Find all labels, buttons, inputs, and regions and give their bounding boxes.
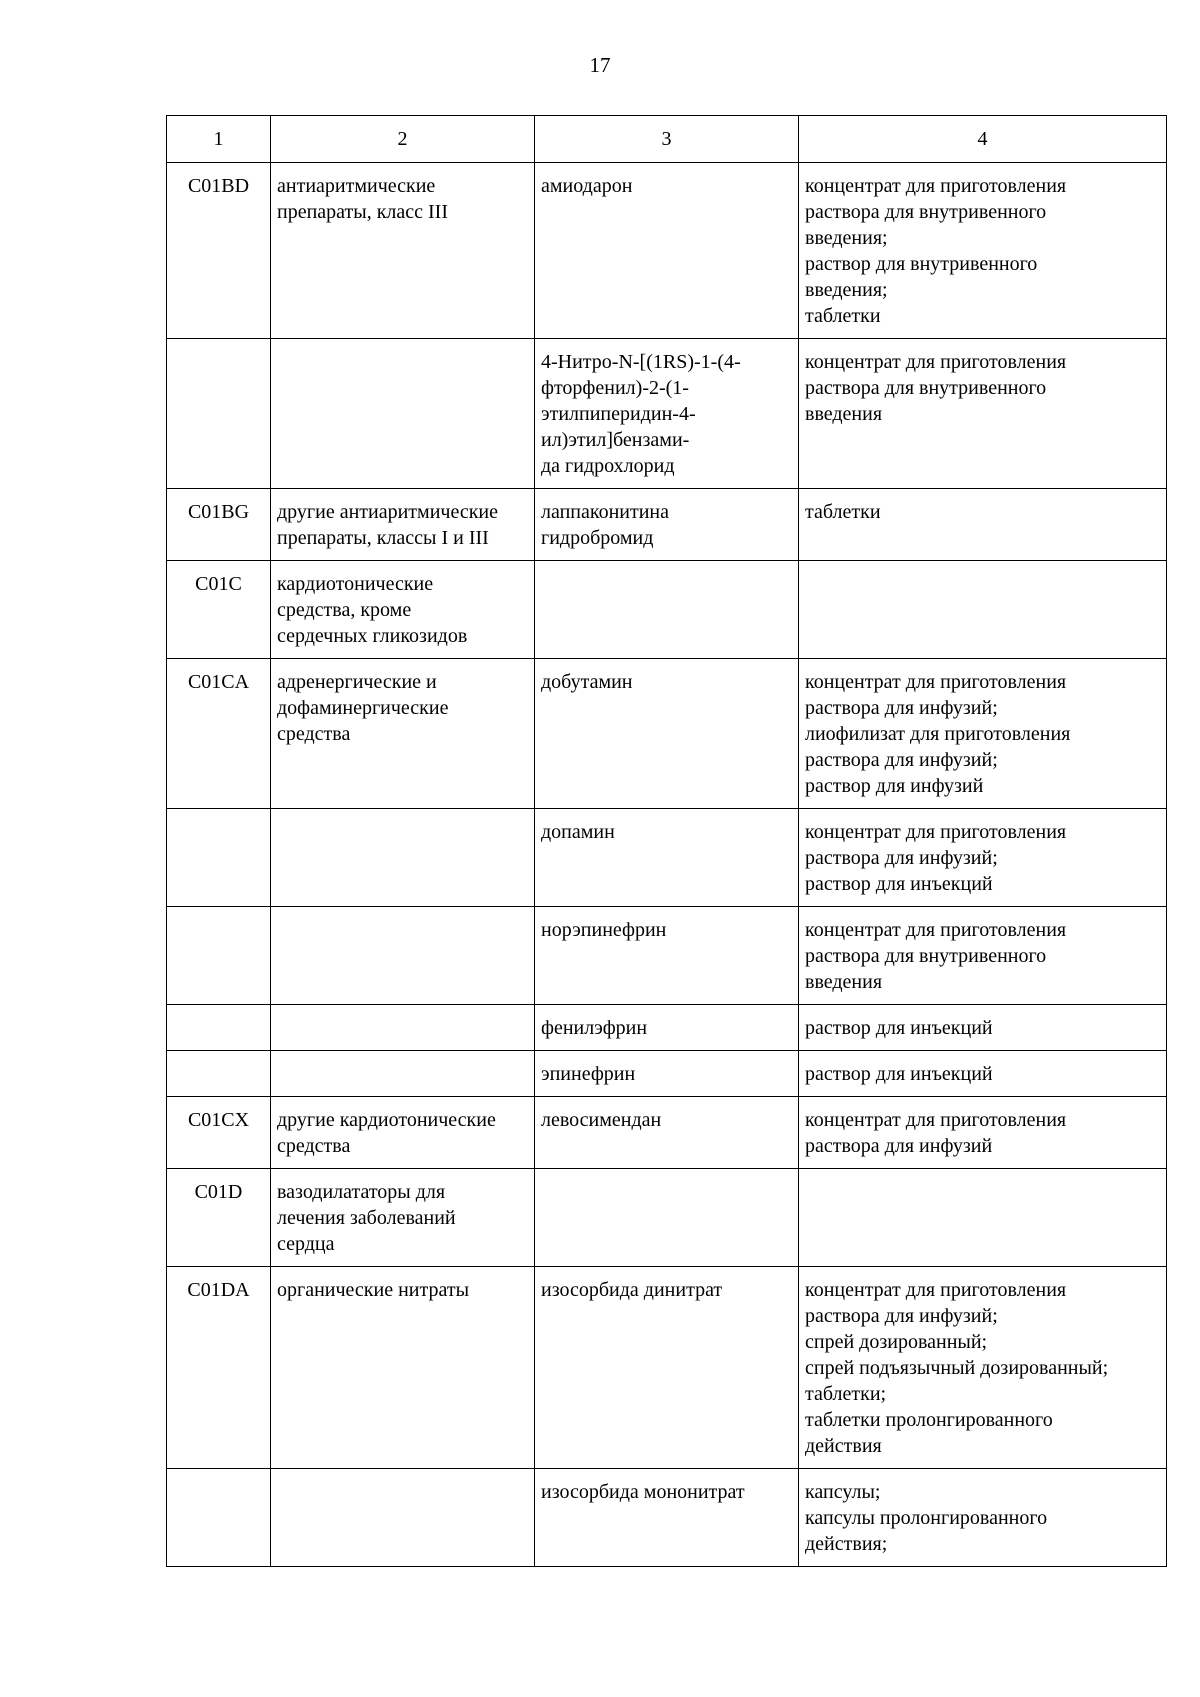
cell-text-line: введения [805, 403, 883, 425]
cell-text-line: раствора для внутривенного [805, 945, 1047, 967]
atc-code-cell [167, 1051, 271, 1097]
cell-text-line: раствора для инфузий; [805, 697, 998, 719]
cell-text-line: концентрат для приготовления [805, 175, 1067, 197]
cell-text-line: раствора для внутривенного [805, 201, 1047, 223]
cell-text-line: лаппаконитина [541, 501, 670, 523]
pharmacological-group-cell [271, 489, 535, 561]
cell-text-line: раствор для инъекций [805, 1063, 993, 1085]
cell-text-line: кардиотонические [277, 573, 434, 595]
cell-text-line: органические нитраты [277, 1279, 470, 1301]
pharmacological-group-cell [271, 1051, 535, 1097]
cell-text-line: 4-Нитро-N-[(1RS)-1-(4- [541, 351, 741, 373]
table-row [167, 1469, 1167, 1567]
dosage-forms-cell [799, 659, 1167, 809]
table-row [167, 1097, 1167, 1169]
drug-name-cell [535, 339, 799, 489]
drug-name-cell [535, 561, 799, 659]
cell-text-line: адренергические и [277, 671, 437, 693]
dosage-forms-cell [799, 907, 1167, 1005]
drug-name-cell [535, 1469, 799, 1567]
cell-text-line: фторфенил)-2-(1- [541, 377, 689, 399]
pharmacological-group-cell [271, 907, 535, 1005]
cell-text-line: раствора для инфузий; [805, 1305, 998, 1327]
table-row [167, 339, 1167, 489]
cell-text-line: антиаритмические [277, 175, 436, 197]
cell-text-line: гидробромид [541, 527, 654, 549]
atc-code-cell [167, 809, 271, 907]
cell-text-line: препараты, класс III [277, 201, 449, 223]
drug-name-cell [535, 1169, 799, 1267]
atc-code-cell: C01CX [167, 1097, 271, 1169]
cell-text-line: капсулы; [805, 1481, 881, 1503]
atc-code-cell: C01C [167, 561, 271, 659]
drug-name-cell [535, 907, 799, 1005]
cell-text-line: средства [277, 1135, 351, 1157]
column-number-row [167, 116, 1167, 163]
cell-text-line: другие кардиотонические [277, 1109, 496, 1131]
atc-code-cell [167, 907, 271, 1005]
cell-text-line: раствора для инфузий; [805, 749, 998, 771]
cell-text-line: раствор для внутривенного [805, 253, 1038, 275]
atc-code-cell: C01CA [167, 659, 271, 809]
atc-code-cell: C01DA [167, 1267, 271, 1469]
cell-text-line: таблетки пролонгированного [805, 1409, 1053, 1431]
dosage-forms-cell [799, 1005, 1167, 1051]
cell-text-line: введения; [805, 279, 888, 301]
pharmacological-group-cell [271, 659, 535, 809]
cell-text-line: средства [277, 723, 351, 745]
cell-text-line: раствор для инъекций [805, 873, 993, 895]
cell-text-line: допамин [541, 821, 615, 843]
table-row [167, 1267, 1167, 1469]
table-body [167, 116, 1167, 1567]
column-number-1: 1 [167, 116, 271, 163]
drug-name-cell [535, 489, 799, 561]
drug-name-cell [535, 1005, 799, 1051]
table-row [167, 1169, 1167, 1267]
column-number-2: 2 [271, 116, 535, 163]
table-row [167, 489, 1167, 561]
atc-code-cell: C01BD [167, 163, 271, 339]
cell-text-line: раствор для инъекций [805, 1017, 993, 1039]
cell-text-line: концентрат для приготовления [805, 821, 1067, 843]
cell-text-line: раствор для инфузий [805, 775, 984, 797]
medicines-table [166, 115, 1167, 1567]
table-row [167, 561, 1167, 659]
cell-text-line: раствора для инфузий [805, 1135, 993, 1157]
cell-text-line: спрей подъязычный дозированный; [805, 1357, 1109, 1379]
atc-code-cell: C01D [167, 1169, 271, 1267]
cell-text-line: концентрат для приготовления [805, 351, 1067, 373]
page-number: 17 [589, 53, 611, 77]
cell-text-line: спрей дозированный; [805, 1331, 988, 1353]
cell-text-line: добутамин [541, 671, 633, 693]
cell-text-line: амиодарон [541, 175, 633, 197]
pharmacological-group-cell [271, 1097, 535, 1169]
cell-text-line: сердечных гликозидов [277, 625, 468, 647]
dosage-forms-cell [799, 339, 1167, 489]
cell-text-line: да гидрохлорид [541, 455, 675, 477]
table-row [167, 1051, 1167, 1097]
cell-text-line: введения [805, 971, 883, 993]
cell-text-line: концентрат для приготовления [805, 1279, 1067, 1301]
dosage-forms-cell [799, 489, 1167, 561]
table-row [167, 659, 1167, 809]
pharmacological-group-cell [271, 1469, 535, 1567]
cell-text-line: таблетки [805, 501, 881, 523]
cell-text-line: дофаминергические [277, 697, 449, 719]
pharmacological-group-cell [271, 339, 535, 489]
table-row [167, 1005, 1167, 1051]
table-row [167, 907, 1167, 1005]
cell-text-line: таблетки; [805, 1383, 887, 1405]
cell-text-line: лиофилизат для приготовления [805, 723, 1071, 745]
dosage-forms-cell [799, 1267, 1167, 1469]
dosage-forms-cell [799, 1469, 1167, 1567]
pharmacological-group-cell [271, 1005, 535, 1051]
table-row [167, 163, 1167, 339]
cell-text-line: препараты, классы I и III [277, 527, 489, 549]
cell-text-line: левосимендан [541, 1109, 662, 1131]
cell-text-line: раствора для внутривенного [805, 377, 1047, 399]
cell-text-line: ил)этил]бензами- [541, 429, 690, 451]
pharmacological-group-cell [271, 561, 535, 659]
column-number-4: 4 [799, 116, 1167, 163]
dosage-forms-cell [799, 1051, 1167, 1097]
dosage-forms-cell [799, 163, 1167, 339]
cell-text-line: таблетки [805, 305, 881, 327]
drug-name-cell [535, 659, 799, 809]
drug-name-cell [535, 163, 799, 339]
pharmacological-group-cell [271, 1169, 535, 1267]
drug-name-cell [535, 1267, 799, 1469]
table-row [167, 809, 1167, 907]
dosage-forms-cell [799, 1169, 1167, 1267]
column-number-3: 3 [535, 116, 799, 163]
cell-text-line: концентрат для приготовления [805, 671, 1067, 693]
cell-text-line: изосорбида мононитрат [541, 1481, 745, 1503]
cell-text-line: действия [805, 1435, 882, 1457]
cell-text-line: концентрат для приготовления [805, 1109, 1067, 1131]
cell-text-line: концентрат для приготовления [805, 919, 1067, 941]
atc-code-cell [167, 339, 271, 489]
pharmacological-group-cell [271, 809, 535, 907]
cell-text-line: эпинефрин [541, 1063, 636, 1085]
atc-code-cell: C01BG [167, 489, 271, 561]
cell-text-line: этилпиперидин-4- [541, 403, 696, 425]
dosage-forms-cell [799, 1097, 1167, 1169]
cell-text-line: норэпинефрин [541, 919, 667, 941]
cell-text-line: действия; [805, 1533, 888, 1555]
atc-code-cell [167, 1005, 271, 1051]
pharmacological-group-cell [271, 1267, 535, 1469]
drug-name-cell [535, 1097, 799, 1169]
cell-text-line: лечения заболеваний [277, 1207, 456, 1229]
cell-text-line: средства, кроме [277, 599, 412, 621]
cell-text-line: капсулы пролонгированного [805, 1507, 1048, 1529]
dosage-forms-cell [799, 809, 1167, 907]
atc-code-cell [167, 1469, 271, 1567]
dosage-forms-cell [799, 561, 1167, 659]
cell-text-line: сердца [277, 1233, 335, 1255]
drug-name-cell [535, 809, 799, 907]
cell-text-line: раствора для инфузий; [805, 847, 998, 869]
cell-text-line: введения; [805, 227, 888, 249]
cell-text-line: другие антиаритмические [277, 501, 499, 523]
cell-text-line: фенилэфрин [541, 1017, 648, 1039]
cell-text-line: вазодилататоры для [277, 1181, 446, 1203]
drug-name-cell [535, 1051, 799, 1097]
pharmacological-group-cell [271, 163, 535, 339]
cell-text-line: изосорбида динитрат [541, 1279, 723, 1301]
